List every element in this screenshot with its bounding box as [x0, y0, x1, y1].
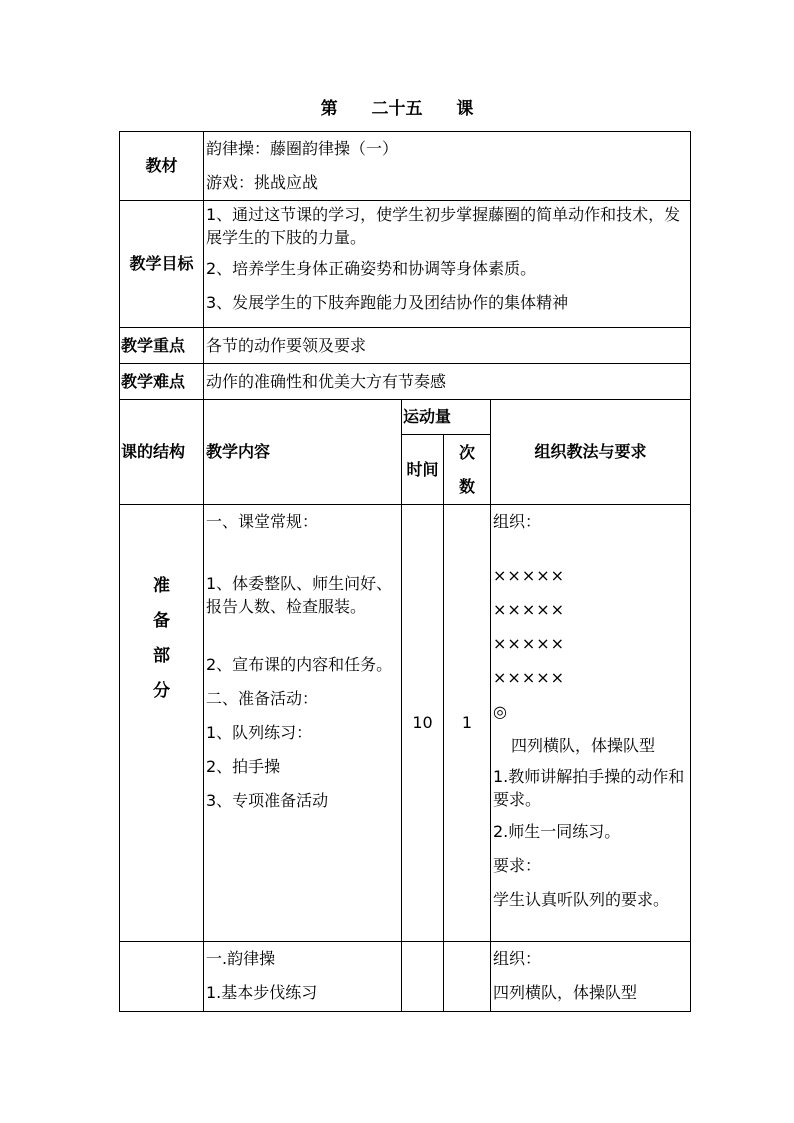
basic-method — [491, 942, 691, 1012]
prep-content-3: 2、宣布课的内容和任务。 — [206, 655, 393, 674]
goals-row — [120, 201, 691, 328]
title-part-2: 二十五 — [371, 99, 423, 119]
difficulty-row — [120, 364, 691, 400]
lesson-title — [0, 94, 794, 119]
basic-part-label — [120, 942, 204, 1012]
lesson-plan-table — [119, 131, 691, 1012]
header-count — [444, 435, 491, 505]
header-structure: 课的结构 — [120, 400, 204, 505]
basic-content-1: 一.韵律操 — [206, 949, 276, 968]
prep-content-6: 2、拍手操 — [206, 757, 281, 776]
prep-method-3: 2.师生一同练习。 — [493, 822, 621, 841]
header-count-bottom: 数 — [458, 476, 475, 496]
material-line-1: 韵律操：藤圈韵律操（一） — [206, 139, 399, 158]
prep-content — [204, 505, 402, 942]
basic-method-2: 四列横队，体操队型 — [493, 983, 638, 1002]
prep-char-1: 准 — [153, 576, 170, 596]
prep-char-2: 备 — [153, 611, 170, 631]
goal-2: 2、培养学生身体正确姿势和协调等身体素质。 — [206, 259, 537, 278]
basic-time — [402, 942, 444, 1012]
prep-content-1: 一、课堂常规： — [206, 512, 319, 531]
title-part-3: 课 — [456, 99, 474, 119]
formation-row-1: ××××× — [493, 566, 566, 585]
header-load: 运动量 — [402, 400, 491, 435]
material-cell — [204, 132, 691, 201]
goal-1: 1、通过这节课的学习，使学生初步掌握藤圈的简单动作和技术，发展学生的下肢的力量。 — [206, 205, 681, 247]
prep-time: 10 — [402, 505, 444, 942]
prep-content-7: 3、专项准备活动 — [206, 791, 329, 810]
formation-row-2: ××××× — [493, 600, 566, 619]
title-part-1: 第 — [320, 99, 338, 119]
key-points-label: 教学重点 — [120, 328, 204, 364]
prep-method-2: 1.教师讲解拍手操的动作和要求。 — [493, 767, 685, 809]
goals-cell — [204, 201, 691, 328]
difficulty-text: 动作的准确性和优美大方有节奏感 — [204, 364, 691, 400]
basic-row — [120, 942, 691, 1012]
formation-row-3: ××××× — [493, 634, 566, 653]
prep-content-2: 1、体委整队、师生问好、报告人数、检查服装。 — [206, 574, 393, 616]
key-points-row — [120, 328, 691, 364]
prep-part-label — [120, 505, 204, 942]
header-method: 组织教法与要求 — [491, 400, 691, 505]
goal-3: 3、发展学生的下肢奔跑能力及团结协作的集体精神 — [206, 293, 569, 312]
basic-content-2: 1.基本步伐练习 — [206, 983, 318, 1002]
material-line-2: 游戏：挑战应战 — [206, 173, 319, 192]
prep-method-5: 学生认真听队列的要求。 — [493, 890, 670, 909]
header-count-top: 次 — [458, 442, 475, 462]
prep-row — [120, 505, 691, 942]
prep-count: 1 — [444, 505, 491, 942]
teacher-position-icon: ◎ — [493, 702, 507, 721]
prep-char-4: 分 — [153, 681, 170, 701]
difficulty-label: 教学难点 — [120, 364, 204, 400]
goals-label: 教学目标 — [120, 201, 204, 328]
header-time: 时间 — [402, 435, 444, 505]
header-content: 教学内容 — [204, 400, 402, 505]
prep-content-5: 1、队列练习： — [206, 723, 313, 742]
material-label: 教材 — [120, 132, 204, 201]
prep-char-3: 部 — [153, 646, 170, 666]
basic-method-1: 组织： — [493, 949, 542, 968]
basic-content — [204, 942, 402, 1012]
prep-method — [491, 505, 691, 942]
key-points-text: 各节的动作要领及要求 — [204, 328, 691, 364]
prep-content-4: 二、准备活动： — [206, 689, 319, 708]
formation-row-4: ××××× — [493, 668, 566, 687]
prep-method-1: 组织： — [493, 512, 542, 531]
basic-count — [444, 942, 491, 1012]
prep-method-formation: 四列横队，体操队型 — [511, 736, 656, 755]
material-row — [120, 132, 691, 201]
prep-method-4: 要求： — [493, 856, 542, 875]
header-row-1 — [120, 400, 691, 435]
